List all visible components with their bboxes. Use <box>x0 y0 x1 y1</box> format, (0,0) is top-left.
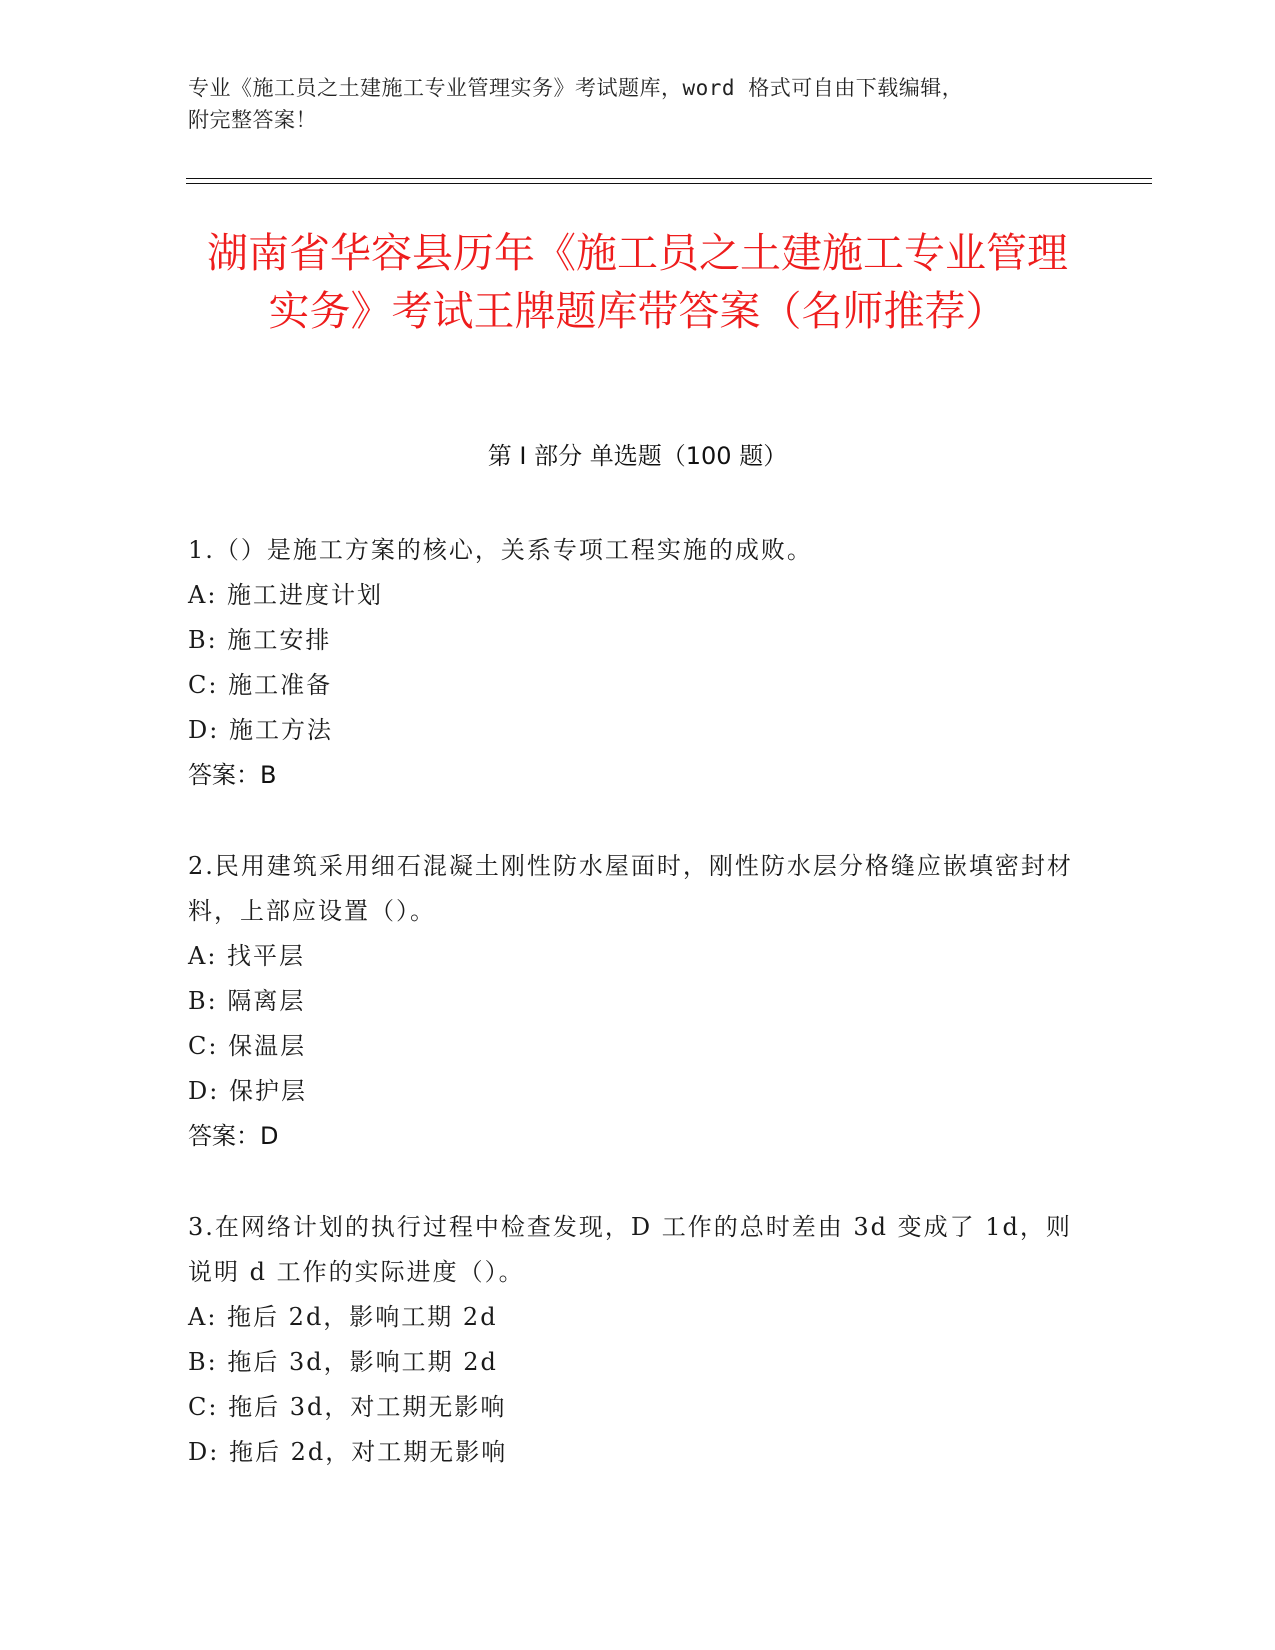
option-d: D: 拖后 2d，对工期无影响 <box>188 1438 508 1466</box>
option-c: C: 施工准备 <box>188 671 333 699</box>
section-heading: 第 I 部分 单选题（100 题） <box>487 442 788 470</box>
option-b: B: 拖后 3d，影响工期 2d <box>188 1348 498 1376</box>
question-2 <box>188 844 1088 1159</box>
option-c: C: 保温层 <box>188 1032 307 1060</box>
option-d: D: 保护层 <box>188 1077 307 1105</box>
question-stem: 3.在网络计划的执行过程中检查发现，D 工作的总时差由 3d 变成了 1d，则说明 d 工作的实际进度（）。 <box>188 1213 1072 1286</box>
document-title: 湖南省华容县历年《施工员之土建施工专业管理实务》考试王牌题库带答案（名师推荐） <box>207 229 1068 335</box>
option-a: A: 拖后 2d，影响工期 2d <box>188 1303 498 1331</box>
question-list <box>188 528 1088 1521</box>
header-note-line-2: 附完整答案！ <box>188 108 317 132</box>
question-stem: 1.（）是施工方案的核心，关系专项工程实施的成败。 <box>188 536 813 564</box>
header-note-line-1: 专业《施工员之土建施工专业管理实务》考试题库，word 格式可自由下载编辑， <box>188 76 964 100</box>
header-note <box>188 72 1068 136</box>
header-divider-bottom <box>186 183 1152 184</box>
answer-line: 答案：D <box>188 1122 279 1150</box>
option-d: D: 施工方法 <box>188 716 333 744</box>
question-stem: 2.民用建筑采用细石混凝土刚性防水屋面时，刚性防水层分格缝应嵌填密封材料，上部应设置（）。 <box>188 852 1073 925</box>
option-a: A: 施工进度计划 <box>188 581 384 609</box>
question-3 <box>188 1205 1088 1475</box>
question-1 <box>188 528 1088 798</box>
header-divider-top <box>186 178 1152 179</box>
option-b: B: 施工安排 <box>188 626 332 654</box>
option-c: C: 拖后 3d，对工期无影响 <box>188 1393 507 1421</box>
option-b: B: 隔离层 <box>188 987 306 1015</box>
answer-line: 答案：B <box>188 761 277 789</box>
option-a: A: 找平层 <box>188 942 306 970</box>
